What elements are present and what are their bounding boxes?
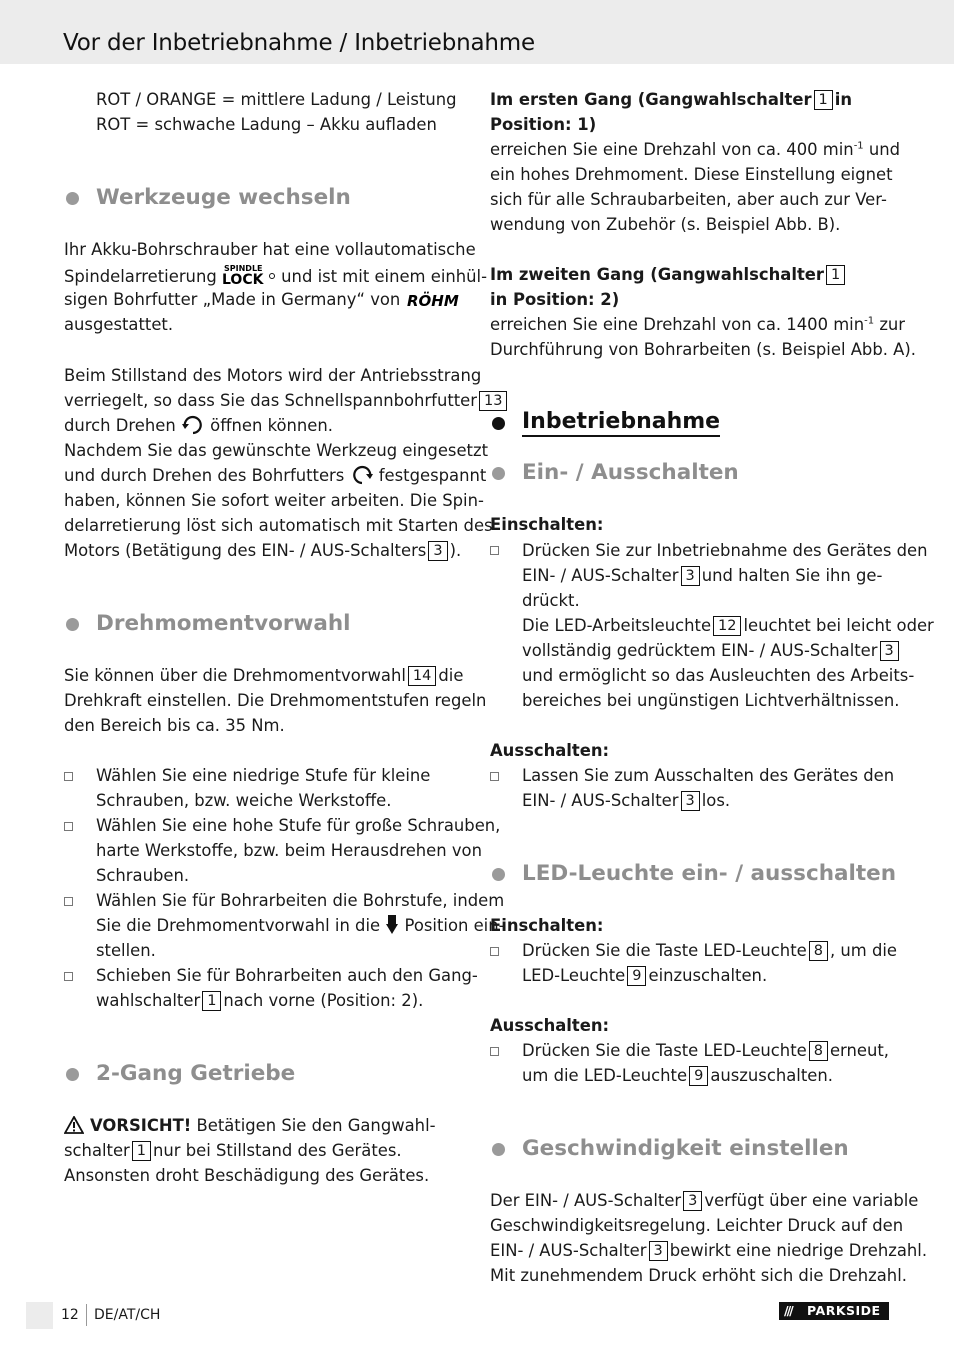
- paragraph-line: Drehkraft einstellen. Die Drehmomentstufen regeln: [64, 691, 487, 710]
- ref-switch-3: 3: [428, 541, 447, 561]
- list-item: Schrauben.: [96, 866, 190, 885]
- ref-switch-3: 3: [681, 566, 700, 586]
- led-off-label: Ausschalten:: [490, 1016, 610, 1035]
- paragraph-line: erreichen Sie eine Drehzahl von ca. 400 $\min^{-1}$ und: [490, 140, 901, 159]
- list-item: harte Werkstoffe, bzw. beim Herausdrehen von: [96, 841, 482, 860]
- section-bullet-icon: [66, 192, 79, 205]
- page-number: 12: [61, 1307, 79, 1323]
- paragraph-line: den Bereich bis ca. 35 Nm.: [64, 716, 285, 735]
- list-item: LED-Leuchte 9 einzuschalten.: [522, 966, 768, 985]
- list-item: Drücken Sie zur Inbetriebnahme des Gerätes den: [522, 541, 928, 560]
- ref-torque-14: 14: [408, 666, 436, 686]
- paragraph-line: delarretierung löst sich automatisch mit Starten des: [64, 516, 493, 535]
- spindle-lock-logo-bottom: LOCK: [221, 272, 264, 286]
- gear-1-heading: Position: 1): [490, 115, 597, 134]
- ref-chuck-13: 13: [479, 391, 507, 411]
- list-item: Die LED-Arbeitsleuchte 12 leuchtet bei leicht oder: [522, 616, 934, 635]
- switch-off-label: Ausschalten:: [490, 741, 610, 760]
- ref-switch-3: 3: [880, 641, 899, 661]
- footer-box: [26, 1302, 53, 1329]
- list-item: drückt.: [522, 591, 580, 610]
- paragraph-line: Geschwindigkeitsregelung. Leichter Druck auf den: [490, 1216, 904, 1235]
- warning-label: VORSICHT!: [90, 1116, 192, 1135]
- section-bullet-icon: [66, 618, 79, 631]
- paragraph-line: erreichen Sie eine Drehzahl von ca. 1400 $\min^{-1}$ zur: [490, 315, 906, 334]
- paragraph-line: wendung von Zubehör (s. Beispiel Abb. B).: [490, 215, 841, 234]
- list-item: Sie die Drehmomentvorwahl in die Position ein-: [96, 913, 505, 942]
- ref-led-button-8: 8: [809, 1041, 828, 1061]
- paragraph-line: Ansonsten droht Beschädigung des Gerätes.: [64, 1166, 430, 1185]
- paragraph-line: EIN- / AUS-Schalter 3 bewirkt eine niedrige Drehzahl.: [490, 1241, 928, 1260]
- drill-symbol-icon: [385, 915, 399, 942]
- gear-1-heading: Im ersten Gang (Gangwahlschalter 1 in: [490, 90, 853, 109]
- ref-switch-3: 3: [681, 791, 700, 811]
- ref-led-9: 9: [627, 966, 646, 986]
- warning-line: VORSICHT! Betätigen Sie den Gangwahl-: [64, 1113, 436, 1141]
- footer-divider: [86, 1304, 87, 1326]
- ref-gear-switch-1: 1: [814, 90, 833, 110]
- paragraph-line: und durch Drehen des Bohrfutters festgespannt: [64, 463, 486, 492]
- ref-gear-switch-1: 1: [826, 265, 845, 285]
- rohm-logo-text: RÖHM: [406, 292, 459, 309]
- brand-name: PARKSIDE: [807, 1303, 881, 1318]
- list-item: Wählen Sie eine hohe Stufe für große Schrauben,: [96, 816, 501, 835]
- paragraph-line: sigen Bohrfutter „Made in Germany“ von RÖHM: [64, 287, 466, 316]
- list-bullet-icon: [490, 772, 499, 781]
- section-bullet-icon: [66, 1068, 79, 1081]
- list-bullet-icon: [490, 947, 499, 956]
- parkside-logo: [779, 1302, 889, 1320]
- paragraph-line: haben, können Sie sofort weiter arbeiten. Die Spin-: [64, 491, 484, 510]
- list-item: Wählen Sie für Bohrarbeiten die Bohrstufe, indem: [96, 891, 505, 910]
- led-on-label: Einschalten:: [490, 916, 604, 935]
- list-item: EIN- / AUS-Schalter 3 und halten Sie ihn ge-: [522, 566, 883, 585]
- list-item: Schrauben, bzw. weiche Werkstoffe.: [96, 791, 392, 810]
- list-item: bereiches bei ungünstigen Lichtverhältnissen.: [522, 691, 900, 710]
- list-item: wahlschalter 1 nach vorne (Position: 2).: [96, 991, 424, 1010]
- list-item: Wählen Sie eine niedrige Stufe für kleine: [96, 766, 431, 785]
- ref-led-12: 12: [713, 616, 741, 636]
- section-bullet-icon: [492, 1143, 505, 1156]
- ref-switch-3: 3: [649, 1241, 668, 1261]
- list-item: Drücken Sie die Taste LED-Leuchte 8 erneut,: [522, 1041, 889, 1060]
- list-bullet-icon: [64, 972, 73, 981]
- list-item: und ermöglicht so das Ausleuchten des Arbeits-: [522, 666, 915, 685]
- paragraph-line: Beim Stillstand des Motors wird der Antriebsstrang: [64, 366, 482, 385]
- battery-level-medium: ROT / ORANGE = mittlere Ladung / Leistung: [96, 90, 457, 109]
- spindle-lock-logo-top: SPINDLE: [223, 264, 263, 273]
- list-item: Drücken Sie die Taste LED-Leuchte 8 , um die: [522, 941, 897, 960]
- paragraph-line: ausgestattet.: [64, 315, 174, 334]
- list-bullet-icon: [490, 1047, 499, 1056]
- ref-gear-switch-1: 1: [132, 1141, 151, 1161]
- paragraph-line: Spindelarretierung SPINDLE LOCK und ist mit einem einhül-: [64, 262, 487, 293]
- section-bullet-icon: [492, 868, 505, 881]
- list-bullet-icon: [64, 897, 73, 906]
- paragraph-line: Sie können über die Drehmomentvorwahl 14 die: [64, 666, 464, 685]
- paragraph-line: Motors (Betätigung des EIN- / AUS-Schalters 3 ).: [64, 541, 462, 560]
- section-bullet-icon: [492, 467, 505, 480]
- ref-switch-3: 3: [683, 1191, 702, 1211]
- page-title: Vor der Inbetriebnahme / Inbetriebnahme: [63, 30, 535, 56]
- paragraph-line: sich für alle Schraubarbeiten, aber auch zur Ver-: [490, 190, 887, 209]
- list-item: vollständig gedrücktem EIN- / AUS-Schalter 3: [522, 638, 901, 663]
- list-item: Lassen Sie zum Ausschalten des Gerätes den: [522, 766, 895, 785]
- paragraph-line: Durchführung von Bohrarbeiten (s. Beispiel Abb. A).: [490, 340, 916, 359]
- list-bullet-icon: [64, 822, 73, 831]
- list-item: stellen.: [96, 941, 156, 960]
- paragraph-line: ein hohes Drehmoment. Diese Einstellung eignet: [490, 165, 893, 184]
- section-bullet-icon: [492, 417, 505, 430]
- paragraph-line: Der EIN- / AUS-Schalter 3 verfügt über eine variable: [490, 1191, 919, 1210]
- ref-led-9: 9: [689, 1066, 708, 1086]
- list-item: EIN- / AUS-Schalter 3 los.: [522, 791, 731, 810]
- battery-level-low: ROT = schwache Ladung – Akku aufladen: [96, 115, 437, 134]
- paragraph-line: Mit zunehmendem Druck erhöht sich die Drehzahl.: [490, 1266, 907, 1285]
- brand-slash: ///: [784, 1303, 792, 1318]
- paragraph-line: Ihr Akku-Bohrschrauber hat eine vollautomatische: [64, 240, 476, 259]
- paragraph-line: verriegelt, so dass Sie das Schnellspannbohrfutter 13: [64, 388, 509, 413]
- list-item: Schieben Sie für Bohrarbeiten auch den Gang-: [96, 966, 478, 985]
- list-bullet-icon: [490, 546, 499, 555]
- ref-gear-switch-1: 1: [202, 991, 221, 1011]
- list-bullet-icon: [64, 772, 73, 781]
- paragraph-line: Nachdem Sie das gewünschte Werkzeug eingesetzt: [64, 441, 488, 460]
- paragraph-line: durch Drehen öffnen können.: [64, 413, 333, 442]
- gear-2-heading: in Position: 2): [490, 290, 620, 309]
- paragraph-line: schalter 1 nur bei Stillstand des Gerätes.: [64, 1141, 402, 1160]
- ref-led-button-8: 8: [809, 941, 828, 961]
- switch-on-label: Einschalten:: [490, 515, 604, 534]
- list-item: um die LED-Leuchte 9 auszuschalten.: [522, 1066, 833, 1085]
- footer-region: DE/AT/CH: [94, 1307, 161, 1323]
- gear-2-heading: Im zweiten Gang (Gangwahlschalter 1: [490, 262, 847, 287]
- rohm-logo-icon: [406, 291, 466, 316]
